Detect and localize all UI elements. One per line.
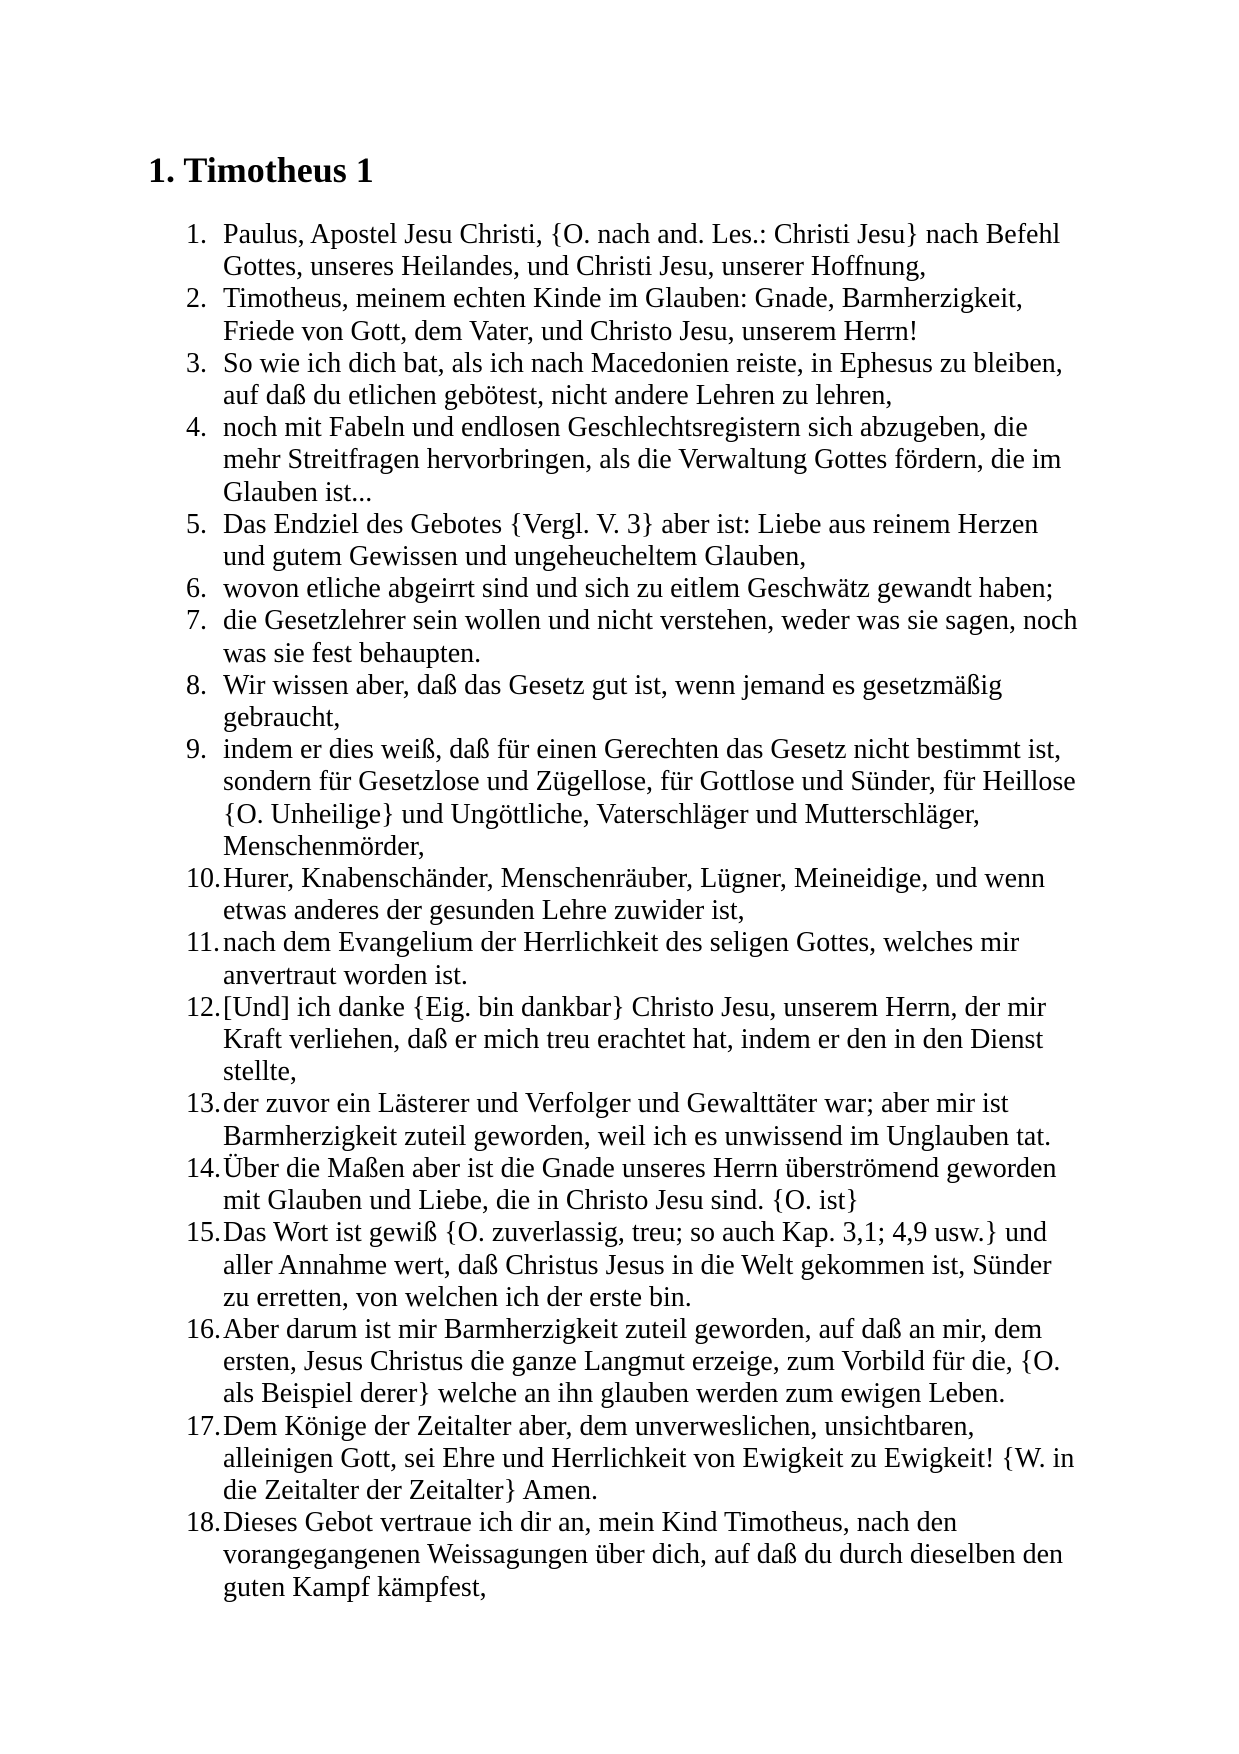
verse-item: [186, 927, 1099, 991]
verse-number: 10.: [186, 863, 221, 895]
verse-number: 6.: [186, 573, 207, 605]
verse-number: 13.: [186, 1088, 221, 1120]
verse-line: Dieses Gebot vertraue ich dir an, mein Kind Timotheus, nach den: [223, 1507, 958, 1539]
verse-text: [223, 670, 1099, 734]
verse-line: zu erretten, von welchen ich der erste bin.: [223, 1281, 692, 1313]
verse-number: 7.: [186, 605, 207, 637]
verse-item: [186, 863, 1099, 927]
verse-number: 3.: [186, 347, 207, 379]
verse-text: [223, 1153, 1099, 1217]
verse-line: mehr Streitfragen hervorbringen, als die Verwaltung Gottes fördern, die im: [223, 444, 1062, 476]
verse-line: Glauben ist...: [223, 476, 373, 508]
verse-line: anvertraut worden ist.: [223, 959, 468, 991]
verse-line: So wie ich dich bat, als ich nach Macedonien reiste, in Ephesus zu bleiben,: [223, 347, 1063, 379]
verse-text: [223, 927, 1099, 991]
verse-item: [186, 670, 1099, 734]
verse-line: etwas anderes der gesunden Lehre zuwider ist,: [223, 895, 745, 927]
verse-line: gebraucht,: [223, 702, 341, 734]
verse-line: vorangegangenen Weissagungen über dich, auf daß du durch dieselben den: [223, 1539, 1064, 1571]
verse-line: noch mit Fabeln und endlosen Geschlechtsregistern sich abzugeben, die: [223, 412, 1028, 444]
verse-line: Timotheus, meinem echten Kinde im Glauben: Gnade, Barmherzigkeit,: [223, 283, 1023, 315]
page-title: 1. Timotheus 1: [148, 150, 374, 190]
verse-line: nach dem Evangelium der Herrlichkeit des seligen Gottes, welches mir: [223, 927, 1020, 959]
verse-text: [223, 412, 1099, 509]
verse-text: [223, 1314, 1099, 1411]
verse-text: [223, 573, 1099, 605]
verse-number: 12.: [186, 991, 221, 1023]
verse-item: [186, 283, 1099, 347]
verse-line: wovon etliche abgeirrt sind und sich zu eitlem Geschwätz gewandt haben;: [223, 573, 1054, 605]
verse-text: [223, 1088, 1099, 1152]
verse-item: [186, 1153, 1099, 1217]
verse-line: Dem Könige der Zeitalter aber, dem unverweslichen, unsichtbaren,: [223, 1410, 975, 1442]
verse-item: [186, 573, 1099, 605]
verse-item: [186, 734, 1099, 863]
verse-line: stellte,: [223, 1056, 297, 1088]
verse-line: Aber darum ist mir Barmherzigkeit zuteil geworden, auf daß an mir, dem: [223, 1313, 1043, 1345]
verse-number: 17.: [186, 1410, 221, 1442]
verse-number: 8.: [186, 669, 207, 701]
verse-number: 18.: [186, 1507, 221, 1539]
verse-text: [223, 1217, 1099, 1314]
verse-line: Barmherzigkeit zuteil geworden, weil ich es unwissend im Unglauben tat.: [223, 1120, 1052, 1152]
verse-line: als Beispiel derer} welche an ihn glauben werden zum ewigen Leben.: [223, 1378, 1006, 1410]
verse-item: [186, 1411, 1099, 1508]
verse-number: 4.: [186, 412, 207, 444]
verse-line: mit Glauben und Liebe, die in Christo Jesu sind. {O. ist}: [223, 1185, 859, 1217]
verse-line: Kraft verliehen, daß er mich treu erachtet hat, indem er den in den Dienst: [223, 1024, 1044, 1056]
verse-number: 2.: [186, 283, 207, 315]
verse-line: ersten, Jesus Christus die ganze Langmut erzeige, zum Vorbild für die, {O.: [223, 1346, 1061, 1378]
verse-number: 16.: [186, 1313, 221, 1345]
verse-line: die Gesetzlehrer sein wollen und nicht verstehen, weder was sie sagen, noch: [223, 605, 1078, 637]
verse-item: [186, 1314, 1099, 1411]
verse-item: [186, 412, 1099, 509]
verse-text: [223, 1507, 1099, 1604]
verse-item: [186, 1507, 1099, 1604]
verse-item: [186, 219, 1099, 283]
verse-line: indem er dies weiß, daß für einen Gerechten das Gesetz nicht bestimmt ist,: [223, 734, 1062, 766]
verse-list: [186, 219, 1099, 1604]
verse-line: Hurer, Knabenschänder, Menschenräuber, Lügner, Meineidige, und wenn: [223, 863, 1045, 895]
verse-item: [186, 348, 1099, 412]
verse-text: [223, 605, 1099, 669]
verse-line: alleinigen Gott, sei Ehre und Herrlichkeit von Ewigkeit zu Ewigkeit! {W. in: [223, 1442, 1075, 1474]
verse-text: [223, 992, 1099, 1089]
verse-text: [223, 509, 1099, 573]
verse-number: 1.: [186, 219, 207, 250]
verse-number: 9.: [186, 734, 207, 766]
verse-line: auf daß du etlichen gebötest, nicht andere Lehren zu lehren,: [223, 380, 893, 412]
verse-line: die Zeitalter der Zeitalter} Amen.: [223, 1474, 598, 1506]
verse-text: [223, 283, 1099, 347]
verse-line: sondern für Gesetzlose und Zügellose, für Gottlose und Sünder, für Heillose: [223, 766, 1076, 798]
verse-line: aller Annahme wert, daß Christus Jesus in die Welt gekommen ist, Sünder: [223, 1249, 1052, 1281]
verse-line: guten Kampf kämpfest,: [223, 1571, 487, 1603]
verse-line: [Und] ich danke {Eig. bin dankbar} Christo Jesu, unserem Herrn, der mir: [223, 991, 1047, 1023]
verse-line: Paulus, Apostel Jesu Christi, {O. nach and. Les.: Christi Jesu} nach Befehl: [223, 219, 1061, 250]
verse-text: [223, 219, 1099, 283]
verse-line: Über die Maßen aber ist die Gnade unseres Herrn überströmend geworden: [223, 1152, 1057, 1184]
verse-line: der zuvor ein Lästerer und Verfolger und Gewalttäter war; aber mir ist: [223, 1088, 1009, 1120]
verse-item: [186, 992, 1099, 1089]
verse-line: {O. Unheilige} und Ungöttliche, Vaterschläger und Mutterschläger,: [223, 798, 980, 830]
verse-line: Das Wort ist gewiß {O. zuverlassig, treu; so auch Kap. 3,1; 4,9 usw.} und: [223, 1217, 1048, 1249]
verse-line: und gutem Gewissen und ungeheucheltem Glauben,: [223, 541, 807, 573]
verse-line: Das Endziel des Gebotes {Vergl. V. 3} aber ist: Liebe aus reinem Herzen: [223, 508, 1039, 540]
verse-text: [223, 348, 1099, 412]
verse-number: 11.: [186, 927, 220, 959]
verse-text: [223, 863, 1099, 927]
verse-number: 15.: [186, 1217, 221, 1249]
verse-text: [223, 1411, 1099, 1508]
verse-text: [223, 734, 1099, 863]
verse-line: was sie fest behaupten.: [223, 637, 482, 669]
verse-item: [186, 605, 1099, 669]
verse-line: Wir wissen aber, daß das Gesetz gut ist, wenn jemand es gesetzmäßig: [223, 669, 1003, 701]
verse-line: Gottes, unseres Heilandes, und Christi Jesu, unserer Hoffnung,: [223, 251, 927, 283]
verse-line: Menschenmörder,: [223, 830, 425, 862]
verse-item: [186, 1088, 1099, 1152]
verse-item: [186, 509, 1099, 573]
verse-item: [186, 1217, 1099, 1314]
verse-number: 14.: [186, 1152, 221, 1184]
verse-number: 5.: [186, 508, 207, 540]
verse-line: Friede von Gott, dem Vater, und Christo Jesu, unserem Herrn!: [223, 315, 919, 347]
